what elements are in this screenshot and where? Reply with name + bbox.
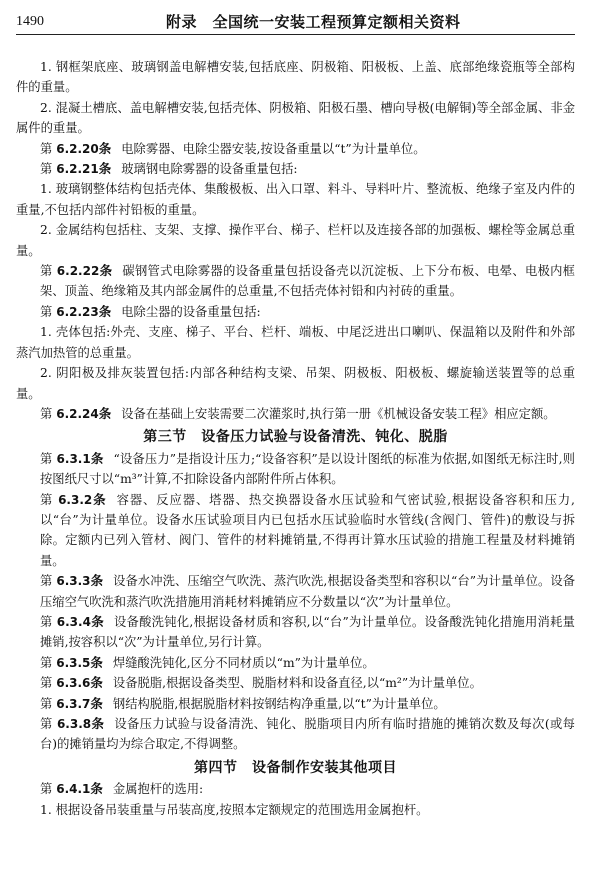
page-header — [16, 0, 575, 35]
article-number: 6.4.1 — [56, 782, 91, 797]
article-number: 6.2.20 — [56, 141, 99, 156]
page-body — [16, 57, 575, 820]
article-paragraph — [16, 779, 575, 799]
article-number: 6.3.8 — [56, 717, 92, 731]
article-suffix: 条 — [98, 303, 112, 319]
article-paragraph — [16, 714, 575, 755]
article-paragraph — [16, 653, 575, 673]
article-suffix: 条 — [90, 675, 103, 691]
article-paragraph — [16, 404, 575, 424]
article-number: 6.2.23 — [56, 304, 99, 319]
body-paragraph: 2. 阴阳极及排灰装置包括:内部各种结构支梁、吊架、阴极板、阳极板、螺旋输送装置等的总重量。 — [16, 366, 575, 401]
article-suffix: 条 — [91, 716, 105, 731]
article-text: 电除雾器、电除尘器安装,按设备重量以“t”为计量单位。 — [121, 141, 426, 156]
article-prefix: 第 — [40, 406, 57, 421]
article-text: 容器、反应器、塔器、热交换器设备水压试验和气密试验,根据设备容积和压力,以“台”为计量单位。设备水压试验项目内已包括水压试验临时水管线(含阀门、管件)的敷设与拆除。定额内已列入管材、阀门、管件的材料摊销量,不得再计算水压试验的措施工程量及材料摊销量。 — [40, 492, 575, 568]
article-text: 玻璃钢电除雾器的设备重量包括: — [121, 162, 298, 177]
body-paragraph: 1. 玻璃钢整体结构包括壳体、集酸极板、出入口罩、料斗、导料叶片、整流板、绝缘子室及内件的重量,不包括内部件衬铅板的重量。 — [16, 182, 575, 217]
article-prefix: 第 — [40, 304, 57, 319]
article-text: 电除尘器的设备重量包括: — [121, 304, 261, 319]
article-text: 金属抱杆的选用: — [112, 782, 204, 797]
section-title: 第四节 设备制作安装其他项目 — [194, 759, 397, 776]
article-number: 6.3.6 — [56, 676, 91, 691]
article-suffix: 条 — [90, 573, 104, 589]
article-prefix: 第 — [40, 676, 57, 691]
article-number: 6.3.7 — [56, 696, 91, 711]
section-title: 第三节 设备压力试验与设备清洗、钝化、脱脂 — [143, 429, 448, 446]
article-text: 焊缝酸洗钝化,区分不同材质以“m”为计量单位。 — [112, 655, 375, 670]
article-prefix: 第 — [40, 655, 57, 670]
article-paragraph — [16, 490, 575, 572]
article-paragraph — [16, 139, 575, 159]
article-text: “设备压力”是指设计压力;“设备容积”是以设计图纸的标准为依据,如图纸无标注时,则按图纸尺寸以“m³”计算,不扣除设备内部附件所占体积。 — [40, 451, 575, 487]
article-prefix: 第 — [40, 141, 57, 156]
body-paragraph: 1. 钢框架底座、玻璃钢盖电解槽安装,包括底座、阴极箱、阳极板、上盖、底部绝缘瓷瓶等全部构件的重量。 — [16, 60, 575, 95]
article-suffix: 条 — [90, 450, 104, 466]
article-number: 6.2.22 — [56, 264, 100, 279]
article-suffix: 条 — [90, 613, 104, 629]
article-text: 设备压力试验与设备清洗、钝化、脱脂项目内所有临时措施的摊销次数及每次(或每台)的摊销量均为综合取定,不得调整。 — [40, 717, 575, 752]
article-suffix: 条 — [92, 491, 107, 507]
article-paragraph — [16, 261, 575, 302]
article-text: 钢结构脱脂,根据脱脂材料按钢结构净重量,以“t”为计量单位。 — [112, 696, 446, 711]
body-paragraph: 2. 金属结构包括柱、支架、支撑、操作平台、梯子、栏杆以及连接各部的加强板、螺栓等金属总重量。 — [16, 223, 575, 258]
article-number: 6.3.4 — [56, 614, 91, 629]
article-number: 6.3.2 — [58, 492, 93, 507]
article-number: 6.3.3 — [56, 574, 91, 589]
article-suffix: 条 — [90, 695, 103, 711]
article-suffix: 条 — [98, 161, 112, 177]
article-prefix: 第 — [40, 574, 57, 589]
article-number: 6.3.5 — [56, 655, 91, 670]
article-suffix: 条 — [98, 405, 112, 421]
article-suffix: 条 — [90, 654, 103, 670]
article-text: 设备酸洗钝化,根据设备材质和容积,以“台”为计量单位。设备酸洗钝化措施用消耗量摊销,按容积以“次”为计量单位,另行计算。 — [40, 614, 575, 650]
article-prefix: 第 — [40, 614, 57, 629]
page-number: 1490 — [16, 14, 44, 29]
article-prefix: 第 — [40, 717, 57, 731]
article-number: 6.2.24 — [56, 406, 99, 421]
article-text: 设备水冲洗、压缩空气吹洗、蒸汽吹洗,根据设备类型和容积以“台”为计量单位。设备压缩空气吹洗和蒸汽吹洗措施用消耗材料摊销应不分数量以“次”为计量单位。 — [40, 574, 575, 609]
article-paragraph — [16, 449, 575, 490]
article-number: 6.2.21 — [56, 162, 99, 177]
article-paragraph — [16, 673, 575, 693]
article-text: 设备在基础上安装需要二次灌浆时,执行第一册《机械设备安装工程》相应定额。 — [121, 406, 556, 421]
article-suffix: 条 — [98, 140, 112, 156]
article-paragraph — [16, 302, 575, 322]
article-prefix: 第 — [40, 696, 57, 711]
running-title: 附录 全国统一安装工程预算定额相关资料 — [166, 13, 461, 31]
article-prefix: 第 — [40, 162, 57, 177]
article-prefix: 第 — [40, 451, 57, 466]
article-number: 6.3.1 — [56, 451, 91, 466]
article-text: 设备脱脂,根据设备类型、脱脂材料和设备直径,以“m²”为计量单位。 — [112, 676, 482, 691]
article-paragraph — [16, 159, 575, 179]
article-text: 碳钢管式电除雾器的设备重量包括设备壳以沉淀板、上下分布板、电晕、电极内框架、顶盖、绝缘箱及其内部金属件的总重量,不包括壳体衬铅和内衬砖的重量。 — [40, 264, 575, 299]
body-paragraph: 1. 壳体包括:外壳、支座、梯子、平台、栏杆、端板、中尾泛进出口喇叭、保温箱以及附件和外部蒸汽加热管的总重量。 — [16, 325, 575, 360]
body-paragraph: 2. 混凝土槽底、盖电解槽安装,包括壳体、阴极箱、阳极石墨、槽向导极(电解铜)等全部金属、非金属件的重量。 — [16, 100, 575, 136]
article-paragraph — [16, 612, 575, 653]
article-prefix: 第 — [40, 264, 57, 279]
article-prefix: 第 — [40, 492, 59, 507]
article-suffix: 条 — [99, 263, 113, 279]
body-paragraph: 1. 根据设备吊装重量与吊装高度,按照本定额规定的范围选用金属抱杆。 — [40, 802, 429, 817]
article-paragraph — [16, 571, 575, 612]
article-paragraph — [16, 694, 575, 714]
article-prefix: 第 — [40, 782, 57, 797]
article-suffix: 条 — [90, 781, 103, 797]
